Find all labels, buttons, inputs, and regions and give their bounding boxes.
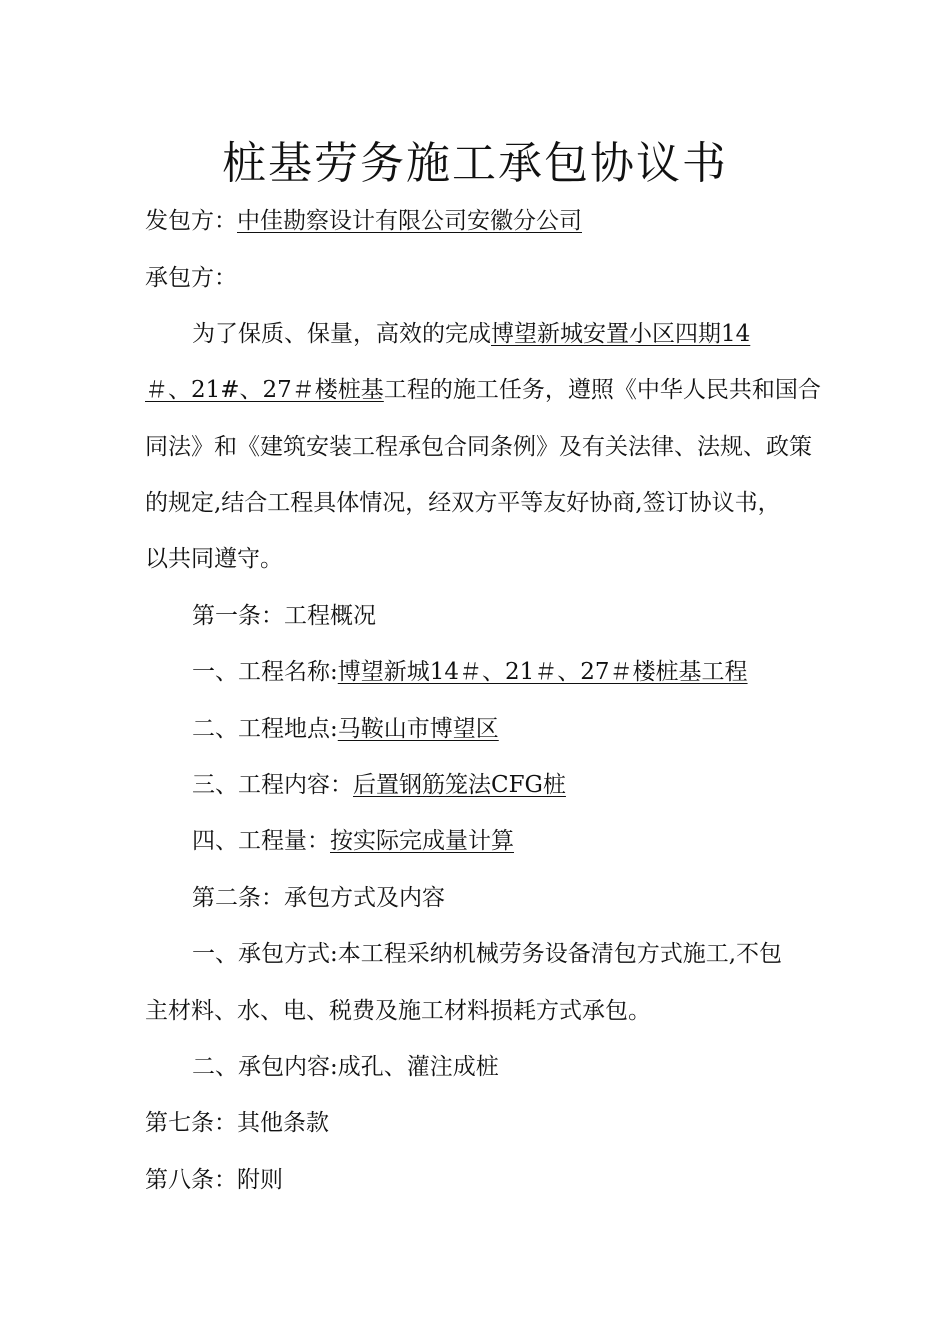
preamble-line-1: [192, 318, 862, 350]
item-value: 按实际完成量计算: [330, 828, 514, 854]
item-label: 四、工程量：: [192, 828, 330, 854]
item-value: 博望新城14＃、21＃、27＃楼桩基工程: [337, 659, 748, 685]
project-name-item: [192, 656, 862, 688]
project-location-item: [192, 713, 862, 745]
party-b-line: [145, 262, 815, 294]
contract-content: 二、承包内容:成孔、灌注成桩: [192, 1054, 499, 1080]
project-name-underlined: ＃、21#、27＃楼桩基: [145, 377, 384, 403]
project-quantity-item: [192, 825, 862, 857]
item-value: 后置钢筋笼法CFG桩: [353, 772, 566, 798]
contract-method-line-2: 主材料、水、电、税费及施工材料损耗方式承包。: [145, 998, 651, 1024]
item-label: 三、工程内容：: [192, 772, 353, 798]
party-a-name: 中佳勘察设计有限公司安徽分公司: [237, 208, 582, 234]
party-a-label: 发包方：: [145, 208, 237, 234]
preamble-text: 为了保质、保量，高效的完成: [192, 321, 491, 347]
item-label: 一、工程名称:: [192, 659, 338, 685]
article-7-heading: 第七条：其他条款: [145, 1110, 329, 1136]
preamble-line-5: 以共同遵守。: [145, 546, 283, 572]
document-title: 桩基劳务施工承包协议书: [222, 138, 728, 189]
preamble-line-3: 同法》和《建筑安装工程承包合同条例》及有关法律、法规、政策: [145, 434, 812, 460]
article-1-heading: 第一条：工程概况: [192, 603, 376, 629]
item-value: 马鞍山市博望区: [337, 716, 499, 742]
party-b-label: 承包方：: [145, 265, 237, 291]
project-content-item: [192, 769, 862, 801]
project-name-underlined: 博望新城安置小区四期14: [491, 321, 751, 347]
preamble-line-4: 的规定,结合工程具体情况，经双方平等友好协商,签订协议书，: [145, 490, 781, 516]
item-label: 二、工程地点:: [192, 716, 338, 742]
party-a-line: [145, 205, 815, 237]
preamble-line-2: [145, 374, 821, 406]
article-2-heading: 第二条：承包方式及内容: [192, 885, 445, 911]
contract-method-line-1: 一、承包方式:本工程采纳机械劳务设备清包方式施工,不包: [192, 941, 783, 967]
preamble-text: 工程的施工任务，遵照《中华人民共和国合: [383, 377, 821, 403]
article-8-heading: 第八条：附则: [145, 1167, 283, 1193]
